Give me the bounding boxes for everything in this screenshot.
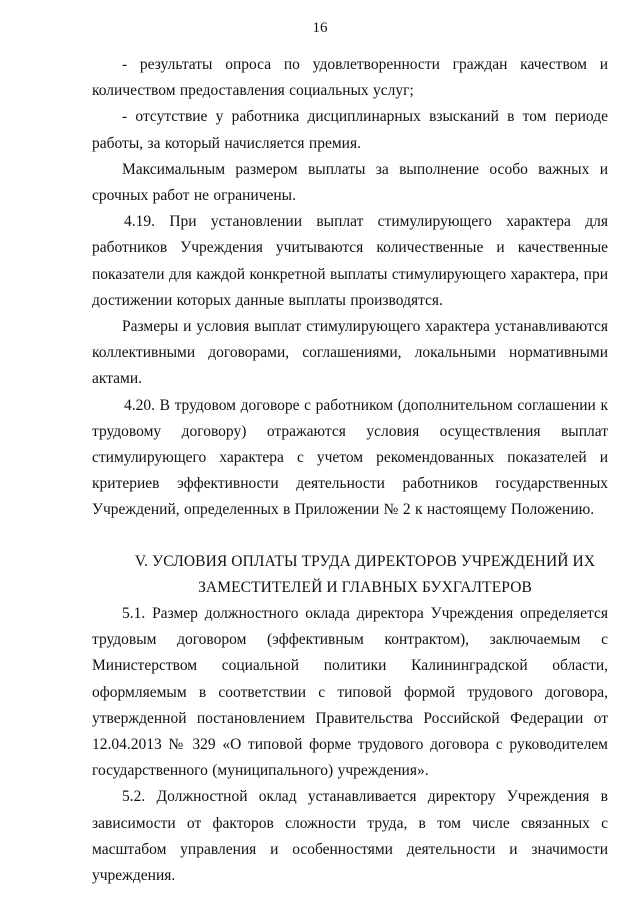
paragraph-max-payment: Максимальным размером выплаты за выполнение особо важных и срочных работ не ограничены.	[92, 160, 608, 205]
paragraph-4-20: 4.20. В трудовом договоре с работником (дополнительном соглашении к трудовому договору) отражаются условия осуществления выплат стимулирующего характера с учетом рекомендованных показателей и критериев эффективности деятельности работников государственных Учреждений, определенных в Приложении № 2 к настоящему Положению.	[92, 396, 608, 519]
paragraph-5-2: 5.2. Должностной оклад устанавливается директору Учреждения в зависимости от факторов сложности труда, в том числе связанных с масштабом управления и особенностями деятельности и значимости учреждения.	[92, 788, 608, 885]
section-heading-line-1: V. УСЛОВИЯ ОПЛАТЫ ТРУДА ДИРЕКТОРОВ УЧРЕЖДЕНИЙ ИХ	[134, 552, 596, 570]
paragraph-payment-conditions: Размеры и условия выплат стимулирующего характера устанавливаются коллективными договорами, соглашениями, локальными нормативными актами.	[92, 318, 608, 388]
document-body	[92, 52, 608, 889]
page-number: 16	[312, 20, 328, 36]
paragraph-5-1: 5.1. Размер должностного оклада директора Учреждения определяется трудовым договором (эффективным контрактом), заключаемым с Министерством социальной политики Калининградской области, оформляемым в соответствии с типовой формой трудового договора, утвержденной постановлением Правительства Российской Федерации от 12.04.2013 № 329 «О типовой форме трудового договора с руководителем государственного (муниципального) учреждения».	[92, 605, 608, 780]
paragraph-no-disciplinary-actions: - отсутствие у работника дисциплинарных взысканий в том периоде работы, за который начисляется премия.	[92, 108, 608, 152]
section-heading	[92, 549, 608, 601]
paragraph-4-19: 4.19. При установлении выплат стимулирующего характера для работников Учреждения учитываются количественные и качественные показатели для каждой конкретной выплаты стимулирующего характера, при достижении которых данные выплаты производятся.	[92, 213, 608, 309]
section-heading-line-2: ЗАМЕСТИТЕЛЕЙ И ГЛАВНЫХ БУХГАЛТЕРОВ	[198, 578, 532, 596]
paragraph-survey-results: - результаты опроса по удовлетворенности граждан качеством и количеством предоставления социальных услуг;	[92, 56, 608, 100]
